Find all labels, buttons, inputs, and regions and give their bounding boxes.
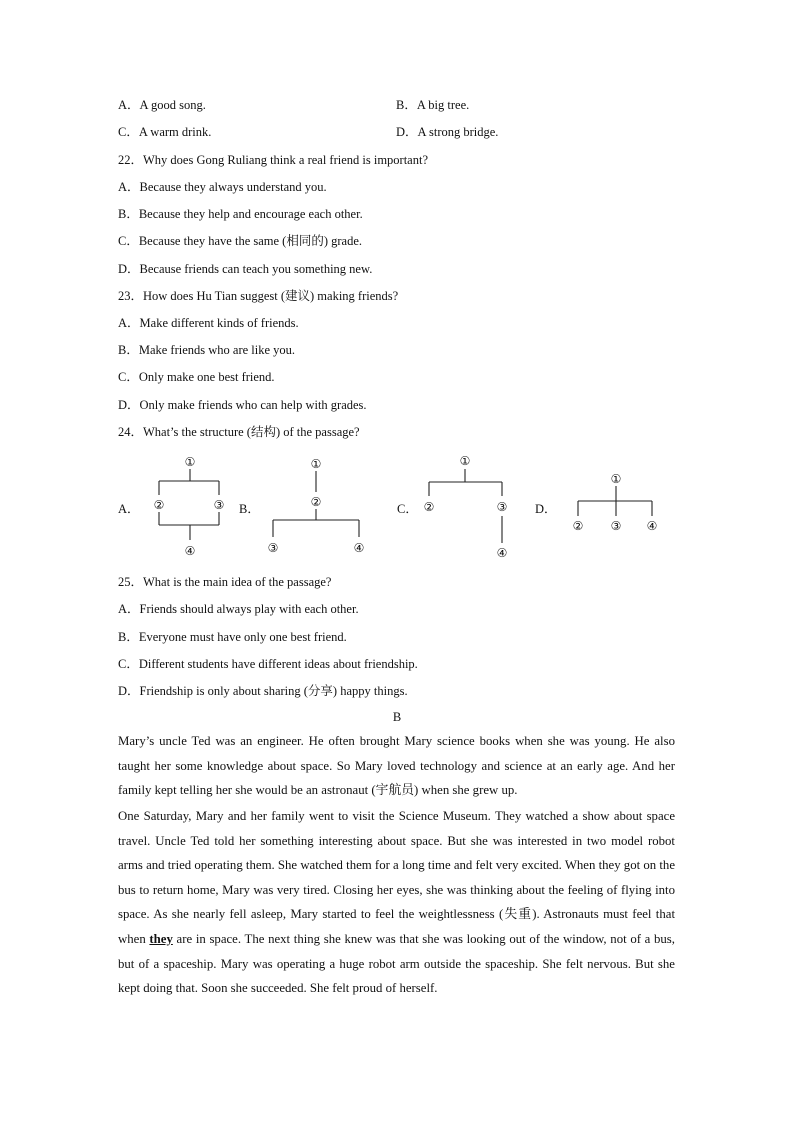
diagram-c-node-1: ①	[459, 454, 471, 468]
q21-option-d: D．A strong bridge.	[396, 125, 499, 139]
diagram-c-node-2: ②	[423, 500, 435, 514]
q24-label-b: B．	[239, 502, 260, 516]
q24-label-c: C．	[397, 502, 418, 516]
q23-option-d: D．Only make friends who can help with grades.	[118, 398, 367, 412]
diagram-a-node-3: ③	[213, 498, 225, 512]
q25-option-b: B．Everyone must have only one best friend.	[118, 630, 347, 644]
q22-option-b: B．Because they help and encourage each other.	[118, 207, 363, 221]
diagram-a-node-2: ②	[153, 498, 165, 512]
q25-option-a: A．Friends should always play with each other.	[118, 602, 359, 616]
q23-option-a: A．Make different kinds of friends.	[118, 316, 299, 330]
q25-option-c: C．Different students have different ideas about friendship.	[118, 657, 418, 671]
q22-stem: 22．Why does Gong Ruliang think a real friend is important?	[118, 153, 429, 167]
q21-option-a: A．A good song.	[118, 98, 206, 112]
q21-option-b: B．A big tree.	[396, 98, 470, 112]
q25-option-d: D．Friendship is only about sharing (分享) happy things.	[118, 684, 408, 698]
q25-stem: 25．What is the main idea of the passage?	[118, 575, 332, 589]
diagram-d-node-3: ③	[610, 519, 622, 533]
diagram-c-node-3: ③	[496, 500, 508, 514]
diagram-b-node-1: ①	[310, 457, 322, 471]
q22-option-c: C．Because they have the same (相同的) grade.	[118, 234, 363, 248]
q22-option-d: D．Because friends can teach you something new.	[118, 262, 373, 276]
diagram-a-node-1: ①	[184, 455, 196, 469]
q24-stem: 24．What’s the structure (结构) of the passage?	[118, 425, 360, 439]
diagram-d-node-4: ④	[646, 519, 658, 533]
diagram-b-node-4: ④	[353, 541, 365, 555]
diagram-d-node-1: ①	[610, 472, 622, 486]
passage-p2-after: are in space. The next thing she knew was that she was looking out of the window, not of a bus, but of a spaceship. Mary was operating a huge robot arm outside the spaceship. She felt nervous. But she kept doing that. Soon she succeeded. She felt proud of herself.	[118, 931, 675, 996]
q24-label-a: A．	[118, 502, 140, 516]
passage-paragraph-1: Mary’s uncle Ted was an engineer. He often brought Mary science books when she was young. He also taught her some knowledge about space. So Mary loved technology and science at an early age. And her family kept telling her she would be an astronaut (宇航员) when she grew up.	[118, 734, 675, 798]
diagram-a-node-4: ④	[184, 544, 196, 558]
q23-option-b: B．Make friends who are like you.	[118, 343, 296, 357]
passage-p2-before: One Saturday, Mary and her family went to visit the Science Museum. They watched a show about space travel. Uncle Ted told her something interesting about space. But she was interested in two model robot arms and tried operating them. She watched them for a long time and felt very excited. When they got on the bus to return home, Mary was very tired. Closing her eyes, she was thinking about the feeling of flying into space. As she nearly fell asleep, Mary started to feel the weightlessness (失重). Astronauts must feel that when	[118, 809, 675, 946]
q21-option-c: C．A warm drink.	[118, 125, 212, 139]
section-label: B	[392, 710, 402, 724]
diagram-b-node-3: ③	[267, 541, 279, 555]
q22-option-a: A．Because they always understand you.	[118, 180, 327, 194]
passage-paragraph-2	[118, 804, 675, 1001]
q23-option-c: C．Only make one best friend.	[118, 370, 275, 384]
q23-stem: 23．How does Hu Tian suggest (建议) making friends?	[118, 289, 399, 303]
diagram-c-node-4: ④	[496, 546, 508, 560]
underlined-word-they: they	[149, 931, 173, 946]
diagram-b-node-2: ②	[310, 495, 322, 509]
diagram-d-node-2: ②	[572, 519, 584, 533]
q24-label-d: D．	[535, 502, 557, 516]
